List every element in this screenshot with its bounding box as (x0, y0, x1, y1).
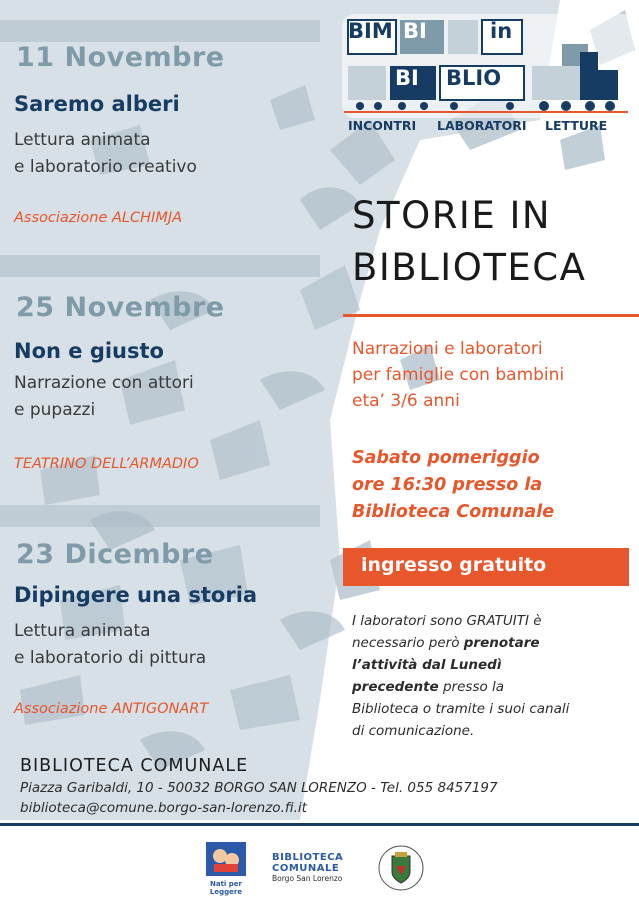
event-3-desc-line1: Lettura animata (14, 621, 151, 641)
logo-tagline-letture: LETTURE (545, 118, 608, 133)
library-address: Piazza Garibaldi, 10 - 50032 BORGO SAN LORENZO - Tel. 055 8457197 (20, 780, 498, 796)
logo-word-bi-2: BI (395, 66, 419, 90)
free-entry-label: ingresso gratuito (361, 554, 547, 576)
event-3-organizer: Associazione ANTIGONART (14, 701, 209, 717)
footer-divider (0, 823, 639, 826)
event-2-date: 25 Novembre (16, 292, 225, 323)
event-1-organizer: Associazione ALCHIMJA (14, 210, 183, 226)
logo-word-blio: BLIO (446, 66, 502, 90)
logo-word-bi: BI (403, 19, 427, 43)
npl-line1: Nati per (210, 880, 242, 888)
headline-line1: STORIE IN (352, 194, 552, 237)
event-1-desc-line2: e laboratorio creativo (14, 157, 197, 177)
event-2-title: Non e giusto (14, 339, 164, 363)
event-3-title: Dipingere una storia (14, 583, 258, 607)
info-line2-b: prenotare (463, 635, 540, 651)
headline-divider (343, 314, 639, 317)
info-line2 (352, 632, 540, 654)
event-2-desc-line2: e pupazzi (14, 400, 96, 420)
info-line6: di comunicazione. (352, 723, 475, 739)
biblioteca-comunale-logo (272, 852, 354, 888)
event-2-organizer: TEATRINO DELL’ARMADIO (14, 456, 199, 472)
info-line1: I laboratori sono GRATUITI è (352, 613, 542, 629)
library-email[interactable]: biblioteca@comune.borgo-san-lorenzo.fi.it (20, 800, 307, 816)
logo-word-in: in (490, 19, 513, 43)
logo-word-bim: BIM (348, 19, 393, 43)
when-line1: Sabato pomeriggio (352, 448, 540, 468)
when-line3: Biblioteca Comunale (352, 502, 555, 522)
bib-logo-line2: COMUNALE (272, 863, 340, 874)
event-2-desc-line1: Narrazione con attori (14, 373, 194, 393)
free-entry-badge (343, 548, 629, 586)
when-line2: ore 16:30 presso la (352, 475, 543, 495)
info-line4-a: precedente (352, 679, 439, 695)
info-line3: l’attività dal Lunedì (352, 657, 502, 673)
library-name: BIBLIOTECA COMUNALE (20, 756, 249, 776)
nati-per-leggere-icon (206, 842, 246, 876)
event-1-title: Saremo alberi (14, 92, 180, 116)
subtitle-line2: per famiglie con bambini (352, 365, 565, 385)
info-line4-b: presso la (438, 679, 505, 695)
event-3-date: 23 Dicembre (16, 539, 214, 570)
logo-tagline-incontri: INCONTRI (348, 118, 417, 133)
event-1-date: 11 Novembre (16, 42, 225, 73)
nati-per-leggere-logo (206, 842, 246, 894)
subtitle-line3: eta’ 3/6 anni (352, 391, 460, 411)
npl-line2: Leggere (209, 888, 243, 896)
subtitle-line1: Narrazioni e laboratori (352, 339, 543, 359)
bib-logo-line3: Borgo San Lorenzo (272, 874, 343, 883)
info-line5: Biblioteca o tramite i suoi canali (352, 701, 570, 717)
info-line2-a: necessario però (352, 635, 464, 651)
comune-borgo-san-lorenzo-crest-icon (376, 844, 426, 892)
headline-line2: BIBLIOTECA (352, 246, 587, 289)
info-line4 (352, 676, 504, 698)
bib-logo-line1: BIBLIOTECA (272, 852, 344, 863)
event-1-desc-line1: Lettura animata (14, 130, 151, 150)
logo-tagline-laboratori: LABORATORI (437, 118, 527, 133)
event-3-desc-line2: e laboratorio di pittura (14, 648, 207, 668)
